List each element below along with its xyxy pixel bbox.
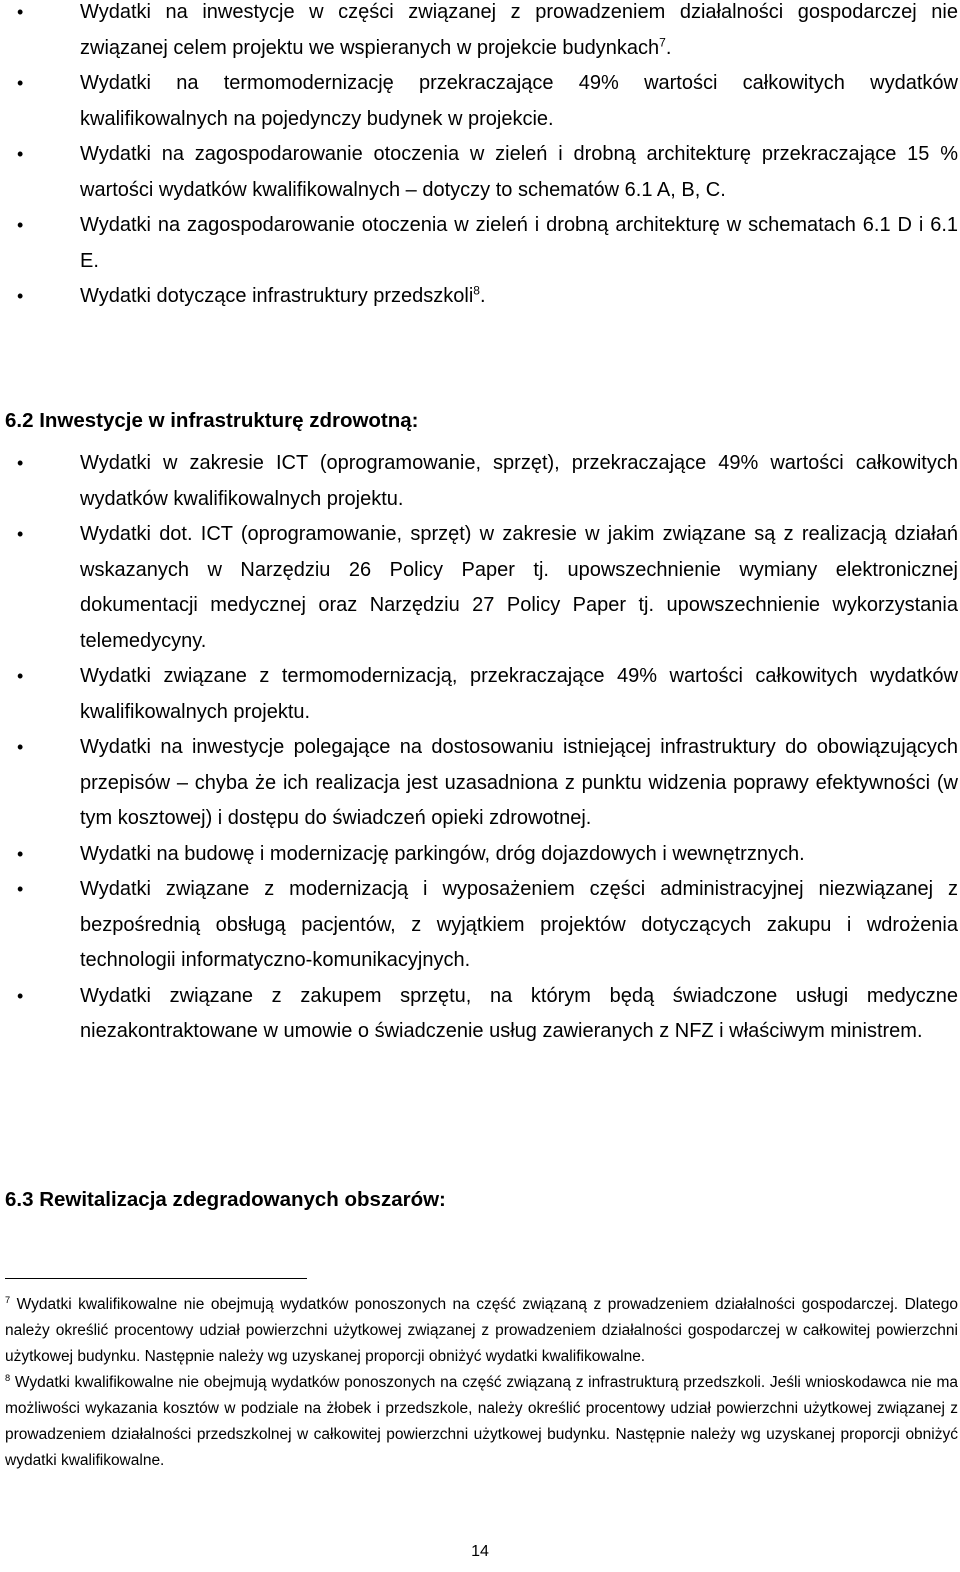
page-number: 14 [471, 1543, 489, 1560]
bullet-icon: • [17, 737, 24, 757]
bullet-icon: • [17, 524, 24, 544]
bullet-icon: • [17, 2, 24, 22]
list-item: • Wydatki związane z zakupem sprzętu, na którym będą świadczone usługi medyczne niezakontraktowane w umowie o świadczenie usług zawieranych z NFZ i właściwym ministrem. [0, 979, 960, 1050]
footnotes [5, 1292, 958, 1474]
list-item: • Wydatki związane z modernizacją i wyposażeniem części administracyjnej niezwiązanej z bezpośrednią obsługą pacjentów, z wyjątkiem projektów dotyczących zakupu i wdrożenia technologii informatyczno-komunikacyjnych. [0, 872, 960, 979]
footnote-8: $^8$ Wydatki kwalifikowalne nie obejmują wydatków ponoszonych na część związaną z infrastrukturą przedszkoli. Jeśli wnioskodawca nie ma możliwości wykazania kosztów w podziale na żłobek i przedszkole, należy określić procentowy udział powierzchni użytkowej związanej z prowadzeniem działalności przedszkolnej w całkowitej powierzchni użytkowej budynku. Następnie należy wg uzyskanej proporcji obniżyć wydatki kwalifikowalne. [5, 1372, 958, 1469]
bullet-icon: • [17, 453, 24, 473]
footnote-separator [5, 1278, 307, 1279]
list-item: • Wydatki na termomodernizację przekraczające 49% wartości całkowitych wydatków kwalifikowalnych na pojedynczy budynek w projekcie. [0, 66, 960, 137]
bullet-icon: • [17, 666, 24, 686]
bullet-icon: • [17, 286, 24, 306]
list-item: • Wydatki dotyczące infrastruktury przedszkoli$^8$. [0, 279, 960, 315]
bullet-icon: • [17, 73, 24, 93]
footnote-7: $^7$ Wydatki kwalifikowalne nie obejmują wydatków ponoszonych na część związaną z prowadzeniem działalności gospodarczej. Dlatego należy określić procentowy udział powierzchni użytkowej związanej z prowadzeniem działalności gospodarczej w całkowitej powierzchni użytkowej budynku. Następnie należy wg uzyskanej proporcji obniżyć wydatki kwalifikowalne. [5, 1294, 958, 1365]
list-item: • Wydatki dot. ICT (oprogramowanie, sprzęt) w zakresie w jakim związane są z realizacją działań wskazanych w Narzędziu 26 Policy Paper tj. upowszechnienie wymiany elektronicznej dokumentacji medycznej oraz Narzędziu 27 Policy Paper tj. upowszechnienie wykorzystania telemedycyny. [0, 517, 960, 659]
list-item: • Wydatki na budowę i modernizację parkingów, dróg dojazdowych i wewnętrznych. [0, 837, 960, 873]
section-heading-6-3: 6.3 Rewitalizacja zdegradowanych obszarów: [5, 1188, 446, 1211]
bullet-icon: • [17, 879, 24, 899]
footnote-number: 7 [5, 1294, 11, 1305]
bullet-list-ineligible-expenses [0, 0, 960, 315]
list-item: • Wydatki na zagospodarowanie otoczenia w zieleń i drobną architekturę w schematach 6.1 D i 6.1 E. [0, 208, 960, 279]
bullet-icon: • [17, 985, 24, 1006]
list-item: • Wydatki na inwestycje polegające na dostosowaniu istniejącej infrastruktury do obowiązujących przepisów – chyba że ich realizacja jest uzasadniona z punktu widzenia poprawy efektywności (w tym kosztowej) i dostępu do świadczeń opieki zdrowotnej. [0, 730, 960, 837]
footnote-number: 8 [5, 1372, 11, 1383]
list-item: • Wydatki związane z termomodernizacją, przekraczające 49% wartości całkowitych wydatków kwalifikowalnych projektu. [0, 659, 960, 730]
bullet-icon: • [17, 215, 24, 235]
section-heading-6-2: 6.2 Inwestycje w infrastrukturę zdrowotną: [5, 409, 419, 432]
bullet-icon: • [17, 144, 24, 164]
footnote-ref[interactable]: 7 [659, 34, 666, 49]
footnote-ref[interactable]: 8 [473, 283, 480, 298]
bullet-icon: • [17, 843, 24, 864]
list-item: • Wydatki na inwestycje w części związanej z prowadzeniem działalności gospodarczej nie związanej celem projektu we wspieranych w projekcie budynkach$^7$. [0, 0, 960, 66]
list-item: • Wydatki na zagospodarowanie otoczenia w zieleń i drobną architekturę przekraczające 15 % wartości wydatków kwalifikowalnych – dotyczy to schematów 6.1 A, B, C. [0, 137, 960, 208]
bullet-list-health-infrastructure [0, 446, 960, 1050]
list-item: • Wydatki w zakresie ICT (oprogramowanie, sprzęt), przekraczające 49% wartości całkowitych wydatków kwalifikowalnych projektu. [0, 446, 960, 517]
